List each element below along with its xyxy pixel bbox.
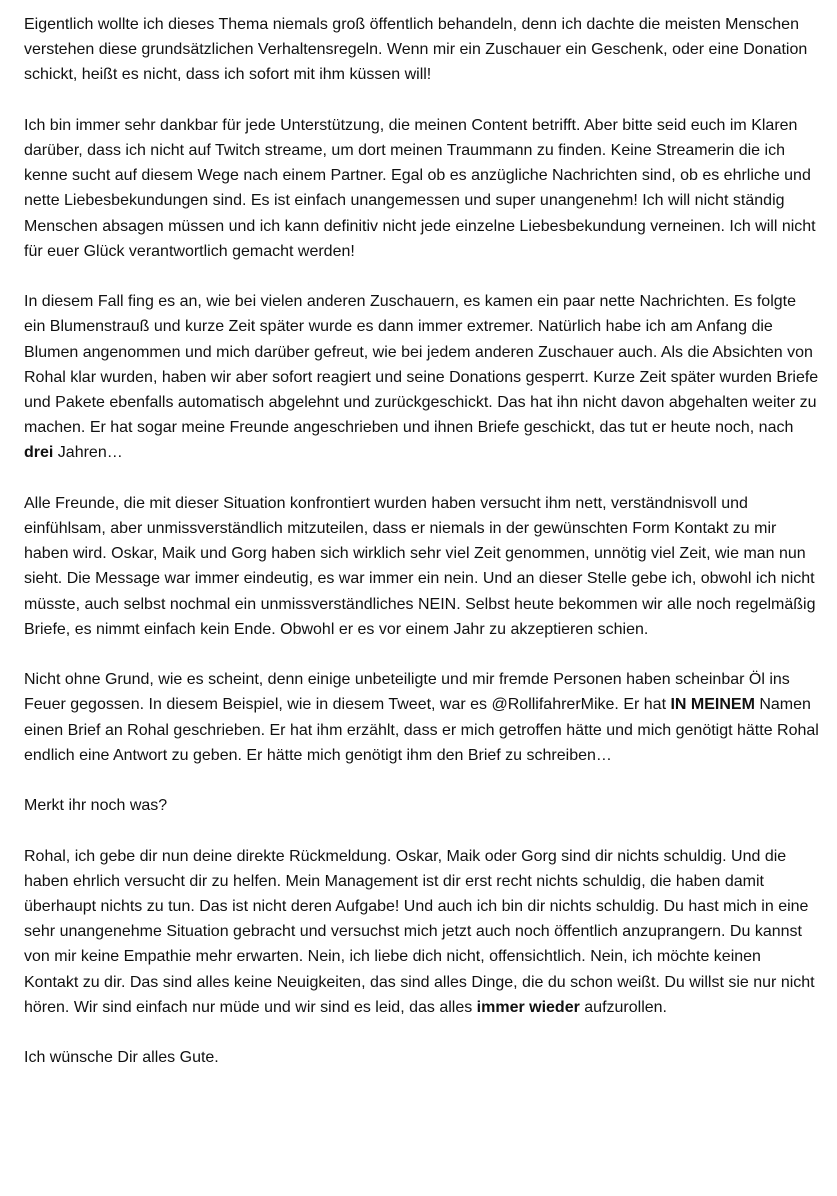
paragraph-text: aufzurollen. <box>579 998 667 1016</box>
paragraph-5 <box>24 667 819 768</box>
paragraph-text: In diesem Fall fing es an, wie bei vielen anderen Zuschauern, es kamen ein paar nette Nachrichten. Es folgte ein Blumenstrauß und kurze Zeit später wurde es dann immer extremer. Natürlich habe ich am Anfang die Blumen angenommen und mich darüber gefreut, wie bei jedem anderen Zuschauer auch. Als die Absichten von Rohal klar wurden, haben wir aber sofort reagiert und seine Donations gesperrt. Kurze Zeit später wurden Briefe und Pakete ebenfalls automatisch abgelehnt und zurückgeschickt. Das hat ihn nicht davon abgehalten weiter zu machen. Er hat sogar meine Freunde angeschrieben und ihnen Briefe geschickt, das tut er heute noch, nach <box>24 293 819 437</box>
paragraph-text: Alle Freunde, die mit dieser Situation konfrontiert wurden haben versucht ihm nett, verständnisvoll und einfühlsam, aber unmissverständlich mitzuteilen, dass er niemals in der gewünschten Form Kontakt zu mir haben wird. Oskar, Maik und Gorg haben sich wirklich sehr viel Zeit genommen, unnötig viel Zeit, wie man nun sieht. Die Message war immer eindeutig, es war immer ein nein. Und an dieser Stelle gebe ich, obwohl ich nicht müsste, auch selbst nochmal ein unmissverständliches NEIN. Selbst heute bekommen wir alle noch regelmäßig Briefe, es nimmt einfach kein Ende. Obwohl er es vor einem Jahr zu akzeptieren schien. <box>24 494 816 638</box>
paragraph-6 <box>24 793 819 818</box>
paragraph-text: Merkt ihr noch was? <box>24 797 168 815</box>
paragraph-7 <box>24 844 819 1020</box>
paragraph-text: Namen einen Brief an Rohal geschrieben. Er hat ihm erzählt, dass er mich getroffen hätte und mich genötigt hätte Rohal endlich eine Antwort zu geben. Er hätte mich genötigt ihm den Brief zu schreiben… <box>24 696 819 764</box>
emphasis-text: immer wieder <box>476 998 580 1016</box>
paragraph-text: Eigentlich wollte ich dieses Thema niemals groß öffentlich behandeln, denn ich dachte die meisten Menschen verstehen diese grundsätzlichen Verhaltensregeln. Wenn mir ein Zuschauer ein Geschenk, oder eine Donation schickt, heißt es nicht, dass ich sofort mit ihm küssen will! <box>24 16 808 84</box>
paragraph-text: Ich wünsche Dir alles Gute. <box>24 1049 219 1067</box>
emphasis-text: drei <box>24 444 54 462</box>
paragraph-4 <box>24 491 819 642</box>
paragraph-text: Rohal, ich gebe dir nun deine direkte Rückmeldung. Oskar, Maik oder Gorg sind dir nichts schuldig. Und die haben ehrlich versucht dir zu helfen. Mein Management ist dir erst recht nichts schuldig, die haben damit überhaupt nichts zu tun. Das ist nicht deren Aufgabe! Und auch ich bin dir nichts schuldig. Du hast mich in eine sehr unangenehme Situation gebracht und versuchst mich jetzt auch noch öffentlich anzuprangern. Du kannst von mir keine Empathie mehr erwarten. Nein, ich liebe dich nicht, offensichtlich. Nein, ich möchte keinen Kontakt zu dir. Das sind alles keine Neuigkeiten, das sind alles Dinge, die du schon weißt. Du willst sie nur nicht hören. Wir sind einfach nur müde und wir sind es leid, das alles <box>24 847 815 1016</box>
paragraph-3 <box>24 289 819 465</box>
paragraph-1 <box>24 12 819 88</box>
paragraph-text: Jahren… <box>53 444 123 462</box>
emphasis-text: IN MEINEM <box>670 696 755 714</box>
paragraph-8 <box>24 1045 819 1070</box>
paragraph-text: Ich bin immer sehr dankbar für jede Unterstützung, die meinen Content betrifft. Aber bitte seid euch im Klaren darüber, dass ich nicht auf Twitch streame, um dort meinen Traummann zu finden. Keine Streamerin die ich kenne sucht auf diesem Wege nach einem Partner. Egal ob es anzügliche Nachrichten sind, ob es ehrliche und nette Liebesbekundungen sind. Es ist einfach unangemessen und super unangenehm! Ich will nicht ständig Menschen absagen müssen und ich kann definitiv nicht jede einzelne Liebesbekundung verneinen. Ich will nicht für euer Glück verantwortlich gemacht werden! <box>24 116 816 260</box>
paragraph-2 <box>24 113 819 264</box>
paragraph-text: Nicht ohne Grund, wie es scheint, denn einige unbeteiligte und mir fremde Personen haben scheinbar Öl ins Feuer gegossen. In diesem Beispiel, wie in diesem Tweet, war es @RollifahrerMike. Er hat <box>24 671 790 714</box>
